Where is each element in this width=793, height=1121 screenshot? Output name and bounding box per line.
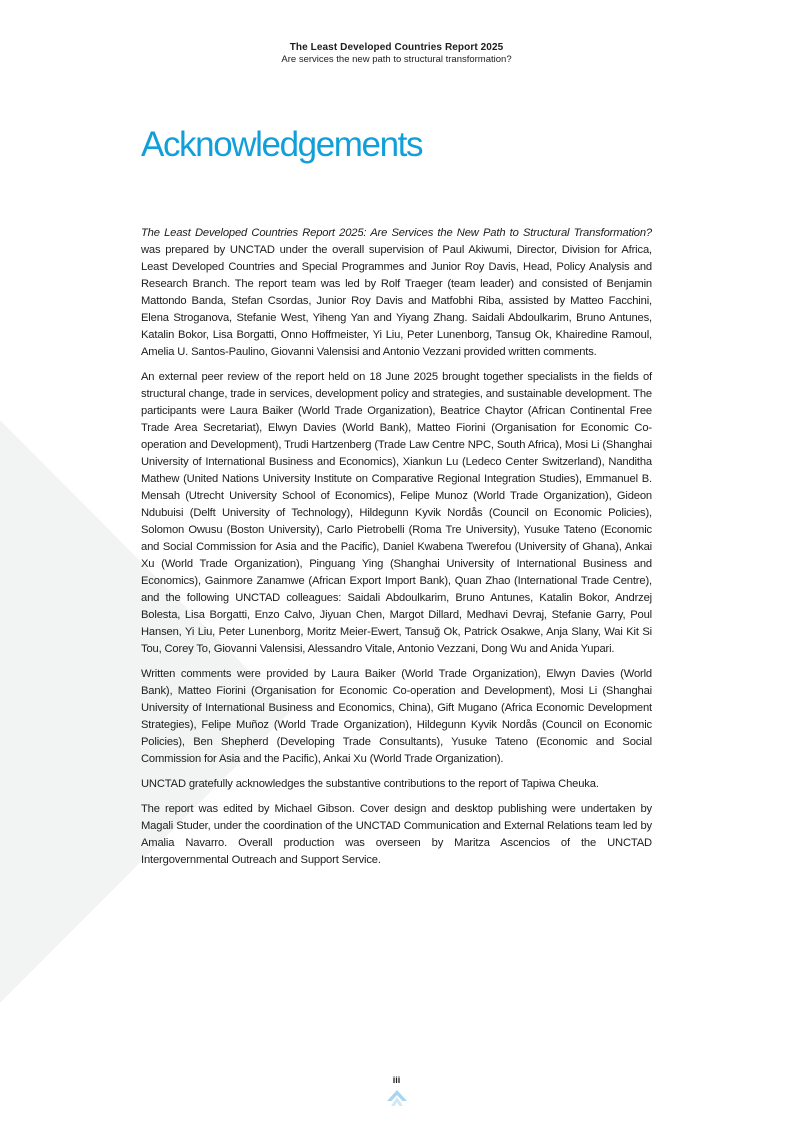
acknowledgements-body	[141, 225, 652, 877]
report-team-text: was prepared by UNCTAD under the overall supervision of Paul Akiwumi, Director, Division for Africa, Least Developed Countries and Special Programmes and Junior Roy Davis, Head, Policy Analysis and Research Branch. The report team was led by Rolf Traeger (team leader) and consisted of Benjamin Mattondo Banda, Stefan Csordas, Junior Roy Davis and Matfobhi Riba, assisted by Matteo Facchini, Elena Stroganova, Stefanie West, Yiheng Yan and Yiyang Zhang. Saidali Abdoulkarim, Bruno Antunes, Katalin Bokor, Lisa Borgatti, Onno Hoffmeister, Yi Liu, Peter Lunenborg, Tansug Ok, Khairedine Ramoul, Amelia U. Santos-Paulino, Giovanni Valensisi and Antonio Vezzani provided written comments.	[141, 244, 652, 358]
paragraph-peer-review: An external peer review of the report held on 18 June 2025 brought together specialists in the fields of structural change, trade in services, development policy and strategies, and sustainable development. The participants were Laura Baiker (World Trade Organization), Beatrice Chaytor (African Continental Free Trade Area Secretariat), Elwyn Davies (World Bank), Matteo Fiorini (Organisation for Economic Co-operation and Development), Trudi Hartzenberg (Trade Law Centre NPC, South Africa), Mosi Li (Shanghai University of International Business and Economics), Xiankun Lu (Ledeco Center Switzerland), Nanditha Mathew (United Nations University Institute on Comparative Regional Integration Studies), Emmanuel B. Mensah (Utrecht University School of Economics), Felipe Munoz (World Trade Organization), Gideon Ndubuisi (Delft University of Technology), Hildegunn Kyvik Nordås (Council on Economic Policies), Solomon Owusu (Boston University), Carlo Pietrobelli (Roma Tre University), Yusuke Tateno (Economic and Social Commission for Asia and the Pacific), Daniel Kwabena Twerefou (University of Ghana), Ankai Xu (World Trade Organization), Pinguang Ying (Shanghai University of International Business and Economics), Gainmore Zanamwe (African Export Import Bank), Quan Zhao (International Trade Centre), and the following UNCTAD colleagues: Saidali Abdoulkarim, Bruno Antunes, Katalin Bokor, Andrzej Bolesta, Lisa Borgatti, Enzo Calvo, Jiyuan Chen, Margot Dillard, Medhavi Devraj, Stefanie Garry, Poul Hansen, Yi Liu, Peter Lunenborg, Moritz Meier-Ewert, Tansuğ Ok, Patrick Osakwe, Anja Slany, Wai Kit Si Tou, Corey To, Giovanni Valensisi, Alessandro Vitale, Antonio Vezzani, Dong Wu and Anida Yupari.	[141, 371, 652, 655]
page-footer	[0, 1075, 793, 1106]
page-number: iii	[392, 1075, 401, 1085]
report-title-italic: The Least Developed Countries Report 2025: Are Services the New Path to Structural Transformation?	[141, 227, 652, 239]
page-title: Acknowledgements	[141, 125, 423, 164]
paragraph-written-comments: Written comments were provided by Laura Baiker (World Trade Organization), Elwyn Davies (World Bank), Matteo Fiorini (Organisation for Economic Co-operation and Development), Mosi Li (Shanghai University of International Business and Economics, China), Gift Mugano (Africa Economic Development Strategies), Felipe Muñoz (World Trade Organization), Hildegunn Kyvik Nordås (Council on Economic Policies), Ben Shepherd (Developing Trade Consultants), Yusuke Tateno (Economic and Social Commission for Asia and the Pacific), Ankai Xu (World Trade Organization).	[141, 668, 652, 765]
report-subtitle: Are services the new path to structural transformation?	[281, 54, 512, 65]
chevron-up-icon	[387, 1090, 407, 1106]
paragraph-report-team	[141, 225, 652, 361]
paragraph-contributions: UNCTAD gratefully acknowledges the substantive contributions to the report of Tapiwa Cheuka.	[141, 778, 599, 790]
report-title: The Least Developed Countries Report 2025	[289, 42, 504, 53]
running-header	[0, 41, 793, 66]
paragraph-production: The report was edited by Michael Gibson. Cover design and desktop publishing were undertaken by Magali Studer, under the coordination of the UNCTAD Communication and External Relations team led by Amalia Navarro. Overall production was overseen by Maritza Ascencios of the UNCTAD Intergovernmental Outreach and Support Service.	[141, 803, 652, 866]
